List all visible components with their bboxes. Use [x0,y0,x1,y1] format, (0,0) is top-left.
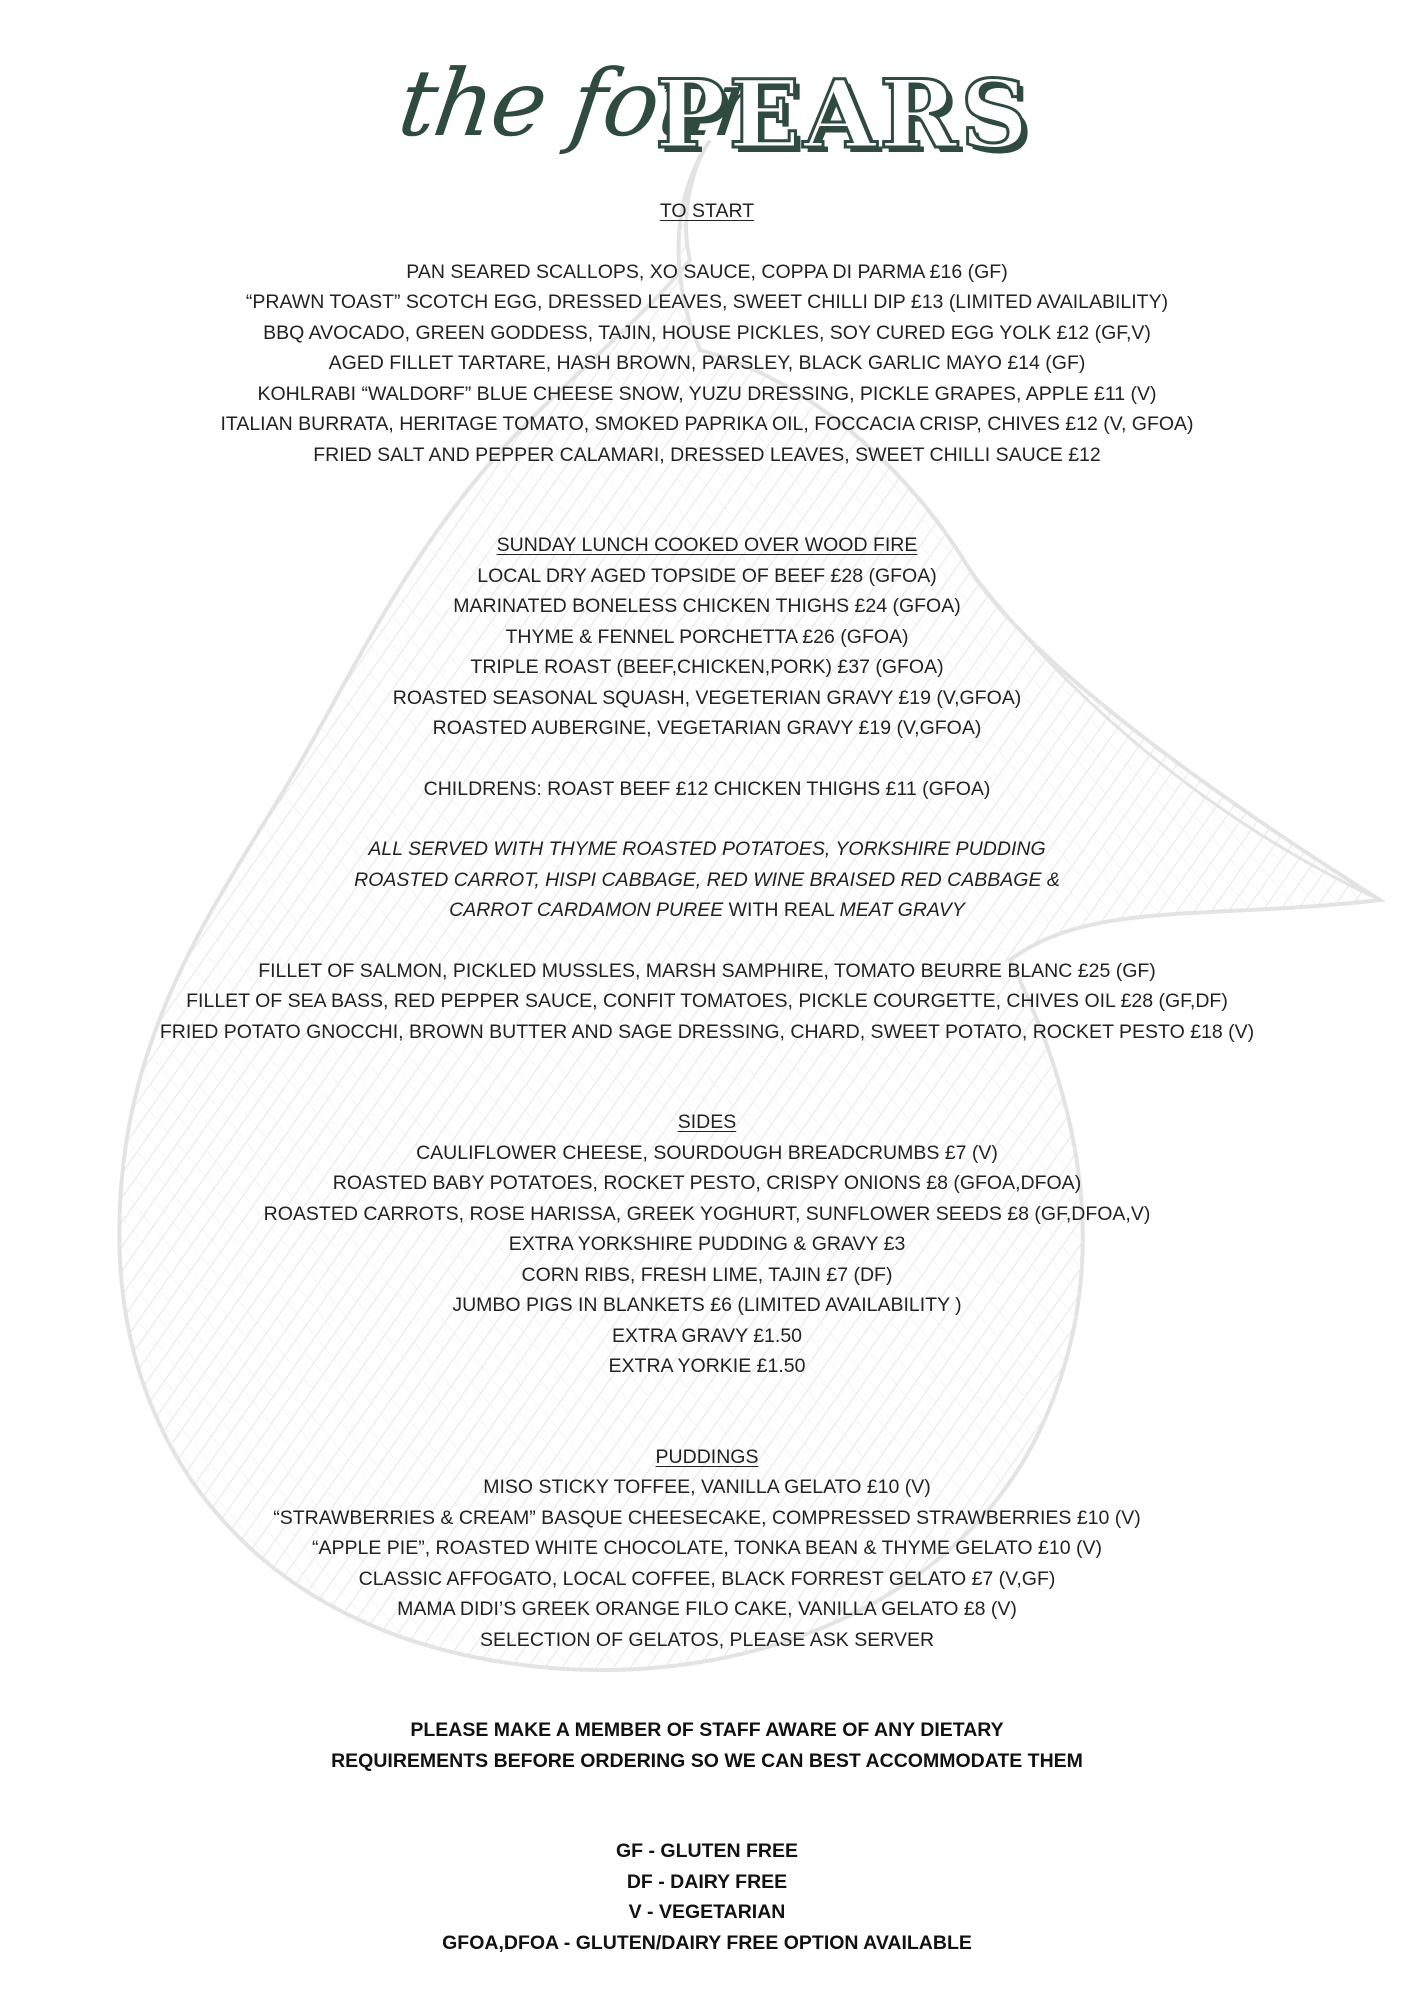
dietary-notice-line: PLEASE MAKE A MEMBER OF STAFF AWARE OF ANY DIETARY [410,1719,1004,1741]
sunday-lunch-section [0,530,1414,1047]
menu-item: ROASTED BABY POTATOES, ROCKET PESTO, CRISPY ONIONS £8 (GFOA,DFOA) [332,1172,1082,1194]
menu-item: AGED FILLET TARTARE, HASH BROWN, PARSLEY, BLACK GARLIC MAYO £14 (GF) [328,352,1086,374]
puddings-section [0,1442,1414,1656]
served-with-note: ROASTED CARROT, HISPI CABBAGE, RED WINE BRAISED RED CABBAGE & [354,868,1060,891]
menu-item: EXTRA YORKIE £1.50 [608,1355,806,1377]
served-with-note [0,895,1414,926]
menu-item: EXTRA YORKSHIRE PUDDING & GRAVY £3 [508,1233,906,1255]
served-with-note: ALL SERVED WITH THYME ROASTED POTATOES, YORKSHIRE PUDDING [368,838,1046,860]
puddings-heading: PUDDINGS [655,1445,759,1468]
menu-body [0,196,1414,1958]
menu-item: KOHLRABI “WALDORF” BLUE CHEESE SNOW, YUZU DRESSING, PICKLE GRAPES, APPLE £11 (V) [257,382,1157,405]
menu-item: MARINATED BONELESS CHICKEN THIGHS £24 (GFOA) [453,595,961,617]
menu-item: SELECTION OF GELATOS, PLEASE ASK SERVER [479,1628,935,1651]
served-with-text: WITH REAL [723,899,840,921]
dietary-legend [0,1836,1414,1958]
menu-item: “PRAWN TOAST” SCOTCH EGG, DRESSED LEAVES, SWEET CHILLI DIP £13 (LIMITED AVAILABILITY) [245,291,1169,313]
menu-item: “STRAWBERRIES & CREAM” BASQUE CHEESECAKE, COMPRESSED STRAWBERRIES £10 (V) [273,1506,1141,1529]
legend-item: GFOA,DFOA - GLUTEN/DAIRY FREE OPTION AVAILABLE [442,1931,972,1954]
menu-item: MISO STICKY TOFFEE, VANILLA GELATO £10 (V) [483,1476,931,1498]
legend-item: DF - DAIRY FREE [626,1870,788,1893]
restaurant-logo [392,30,1040,200]
menu-item: FRIED SALT AND PEPPER CALAMARI, DRESSED LEAVES, SWEET CHILLI SAUCE £12 [313,443,1101,466]
menu-item: JUMBO PIGS IN BLANKETS £6 (LIMITED AVAILABILITY ) [452,1294,962,1316]
menu-item: ROASTED SEASONAL SQUASH, VEGETERIAN GRAVY £19 (V,GFOA) [392,686,1022,709]
logo-block-text: PEARS [655,60,1032,170]
menu-item: ITALIAN BURRATA, HERITAGE TOMATO, SMOKED PAPRIKA OIL, FOCCACIA CRISP, CHIVES £12 (V, GFOA) [220,413,1194,435]
menu-item: FRIED POTATO GNOCCHI, BROWN BUTTER AND SAGE DRESSING, CHARD, SWEET POTATO, ROCKET PESTO £18 (V) [159,1020,1255,1043]
sides-section [0,1107,1414,1382]
starters-heading: TO START [659,200,755,222]
childrens-item: CHILDRENS: ROAST BEEF £12 CHICKEN THIGHS £11 (GFOA) [423,777,991,800]
menu-item: FILLET OF SEA BASS, RED PEPPER SAUCE, CONFIT TOMATOES, PICKLE COURGETTE, CHIVES OIL £28 (GF,DF) [186,990,1228,1012]
legend-item: V - VEGETARIAN [628,1901,786,1923]
logo-script-text: the four [392,50,765,157]
menu-item: CAULIFLOWER CHEESE, SOURDOUGH BREADCRUMBS £7 (V) [416,1141,998,1164]
menu-item: FILLET OF SALMON, PICKLED MUSSLES, MARSH SAMPHIRE, TOMATO BEURRE BLANC £25 (GF) [258,959,1156,982]
menu-item: BBQ AVOCADO, GREEN GODDESS, TAJIN, HOUSE PICKLES, SOY CURED EGG YOLK £12 (GF,V) [263,321,1151,344]
menu-item: LOCAL DRY AGED TOPSIDE OF BEEF £28 (GFOA) [477,564,937,587]
dietary-notice-line: REQUIREMENTS BEFORE ORDERING SO WE CAN BEST ACCOMMODATE THEM [331,1749,1083,1772]
sides-heading: SIDES [677,1111,737,1133]
menu-item: CLASSIC AFFOGATO, LOCAL COFFEE, BLACK FORREST GELATO £7 (V,GF) [358,1567,1056,1590]
menu-item: PAN SEARED SCALLOPS, XO SAUCE, COPPA DI PARMA £16 (GF) [406,260,1008,283]
dietary-notice [0,1715,1414,1776]
menu-item: MAMA DIDI’S GREEK ORANGE FILO CAKE, VANILLA GELATO £8 (V) [397,1598,1017,1620]
sunday-lunch-heading: SUNDAY LUNCH COOKED OVER WOOD FIRE [496,534,918,556]
menu-item: CORN RIBS, FRESH LIME, TAJIN £7 (DF) [521,1263,893,1286]
menu-item: THYME & FENNEL PORCHETTA £26 (GFOA) [505,625,909,648]
menu-item: EXTRA GRAVY £1.50 [611,1324,803,1347]
legend-item: GF - GLUTEN FREE [616,1840,798,1862]
menu-item: TRIPLE ROAST (BEEF,CHICKEN,PORK) £37 (GFOA) [470,656,944,678]
menu-item: ROASTED AUBERGINE, VEGETARIAN GRAVY £19 (V,GFOA) [432,717,982,739]
served-with-text: MEAT GRAVY [839,899,965,921]
menu-item: “APPLE PIE”, ROASTED WHITE CHOCOLATE, TONKA BEAN & THYME GELATO £10 (V) [312,1537,1102,1559]
starters-section [0,196,1414,470]
menu-item: ROASTED CARROTS, ROSE HARISSA, GREEK YOGHURT, SUNFLOWER SEEDS £8 (GF,DFOA,V) [263,1202,1151,1225]
served-with-text: CARROT CARDAMON PUREE [449,899,724,921]
